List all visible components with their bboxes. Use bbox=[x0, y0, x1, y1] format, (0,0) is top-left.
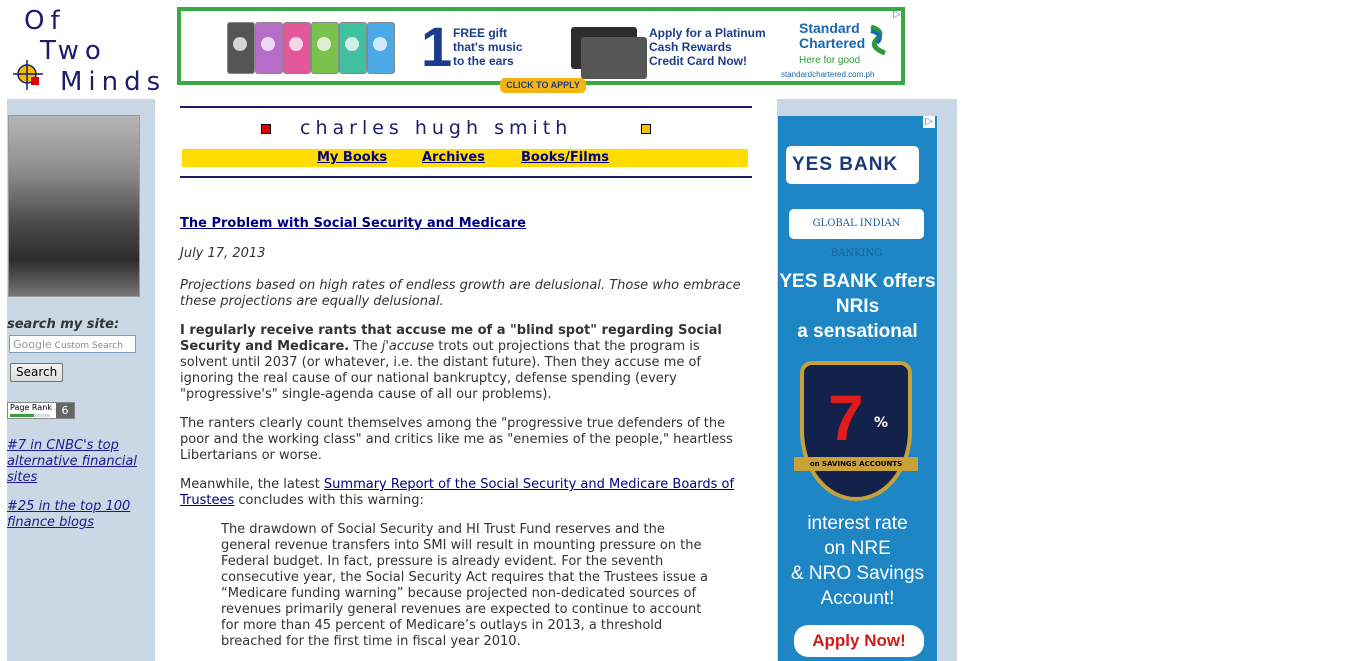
ipod-shuffle bbox=[339, 22, 367, 74]
search-label: search my site: bbox=[7, 317, 120, 332]
red-square-icon bbox=[261, 124, 271, 134]
paragraph-1-pre: The bbox=[349, 339, 382, 354]
ad-free-gift-text: FREE gift that's music to the ears bbox=[453, 26, 523, 68]
article-paragraph-2: The ranters clearly count themselves among the "progressive true defenders of the poor and the working class" and critics like me as "enemies of the people," heartless Libertarians or worse. bbox=[180, 416, 733, 463]
ipod-shuffle bbox=[227, 22, 255, 74]
ad-apply-text: Apply for a Platinum Cash Rewards Credit Card Now! bbox=[649, 26, 766, 68]
article-blockquote: The drawdown of Social Security and HI Trust Fund reserves and the general revenue transfers into SMI will result in mounting pressure on the Federal budget. In fact, pressure is already evident. For the seventh consecutive year, the Social Security Act requires that the Trustees issue a “Medicare funding warning” because projected non-dedicated sources of revenues primarily general revenues are expected to continue to account for more than 45 percent of Medicare’s outlays in 2013, a threshold breached for the first time in fiscal year 2010. bbox=[221, 522, 708, 649]
ipod-shuffle bbox=[367, 22, 395, 74]
search-button[interactable]: Search bbox=[10, 363, 63, 382]
google-brand: Google bbox=[13, 338, 52, 351]
ipod-shuffle bbox=[283, 22, 311, 74]
rate-shield-badge bbox=[800, 361, 912, 501]
trustees-report-link[interactable]: Summary Report of the Social Security and Medicare Boards of Trustees bbox=[180, 477, 735, 508]
header-rule-bottom bbox=[180, 176, 752, 178]
rate-value: 7 bbox=[828, 382, 864, 454]
article-paragraph-1 bbox=[180, 323, 750, 403]
pagerank-value: 6 bbox=[56, 403, 74, 418]
article-date: July 17, 2013 bbox=[180, 246, 266, 261]
pagerank-label: Page Rank bbox=[10, 403, 52, 412]
ipod-shuffle bbox=[311, 22, 339, 74]
ad-url: standardchartered.com.ph bbox=[781, 70, 875, 79]
ipod-shuffle bbox=[255, 22, 283, 74]
credit-card-image-2 bbox=[581, 37, 647, 79]
author-name: charles hugh smith bbox=[300, 117, 573, 139]
crosshair-logo-icon bbox=[11, 58, 45, 92]
paragraph-1-rest: trots out projections that the program is solvent until 2037 (or whatever, i.e. the distant future). Then they accuse me of ignoring the real cause of our national bankruptcy, defense spending (every "progressive's" single-agenda cause of all our problems). bbox=[180, 339, 702, 402]
ad-big-number: 1 bbox=[421, 15, 453, 78]
rate-percent: % bbox=[874, 415, 889, 431]
standard-chartered-logo: Standard Chartered bbox=[799, 20, 866, 51]
yes-bank-name: YES BANK bbox=[792, 154, 899, 175]
nav-books-films[interactable]: Books/Films bbox=[521, 150, 609, 165]
logo-word-two: Two bbox=[40, 36, 107, 66]
site-logo[interactable] bbox=[8, 6, 173, 98]
pagerank-badge[interactable] bbox=[7, 402, 75, 419]
apply-now-button[interactable]: Apply Now! bbox=[794, 625, 924, 657]
ad-rate-text: interest rate on NRE & NRO Savings Account! bbox=[790, 513, 925, 609]
pagerank-bar-fill bbox=[10, 414, 34, 417]
paragraph-1-italic: j'accuse bbox=[381, 339, 435, 354]
article-paragraph-3 bbox=[180, 477, 750, 509]
paragraph-1-bold: I regularly receive rants that accuse me of a "blind spot" regarding Social Security and Medicare. bbox=[180, 323, 722, 354]
yes-bank-logo bbox=[786, 146, 919, 184]
finance-blogs-ranking-link[interactable]: #25 in the top 100 finance blogs bbox=[7, 499, 131, 530]
ad-tagline: Here for good bbox=[799, 55, 861, 66]
adchoices-icon[interactable]: ▷ bbox=[893, 9, 901, 20]
adchoices-icon[interactable]: ▷ bbox=[923, 116, 935, 128]
paragraph-3-pre: Meanwhile, the latest bbox=[180, 477, 324, 492]
savings-ribbon: on SAVINGS ACCOUNTS bbox=[794, 457, 918, 471]
paragraph-3-post: concludes with this warning: bbox=[234, 493, 424, 508]
nav-archives[interactable]: Archives bbox=[422, 150, 485, 165]
yes-bank-ad[interactable] bbox=[778, 116, 937, 661]
search-placeholder: Custom Search bbox=[54, 341, 123, 351]
header-rule-top bbox=[180, 106, 752, 108]
yellow-square-icon bbox=[641, 124, 651, 134]
click-to-apply-button[interactable]: CLICK TO APPLY bbox=[500, 78, 586, 93]
top-banner-ad[interactable] bbox=[177, 7, 905, 85]
article-lede: Projections based on high rates of endless growth are delusional. Those who embrace these projections are equally delusional. bbox=[180, 278, 741, 309]
author-photo bbox=[8, 115, 140, 297]
nav-my-books[interactable]: My Books bbox=[317, 150, 388, 165]
global-indian-banking-tag: GLOBAL INDIAN BANKING bbox=[789, 209, 924, 239]
ad-offer-text: YES BANK offers NRIs a sensational bbox=[779, 271, 936, 342]
pagerank-bar bbox=[10, 414, 50, 417]
search-input[interactable] bbox=[9, 335, 136, 353]
cnbc-ranking-link[interactable]: #7 in CNBC's top alternative financial sites bbox=[7, 438, 137, 485]
logo-word-minds: Minds bbox=[60, 67, 167, 97]
article-title-link[interactable]: The Problem with Social Security and Medicare bbox=[180, 216, 526, 231]
logo-word-of: Of bbox=[24, 6, 66, 36]
standard-chartered-swirl-icon bbox=[867, 23, 889, 57]
